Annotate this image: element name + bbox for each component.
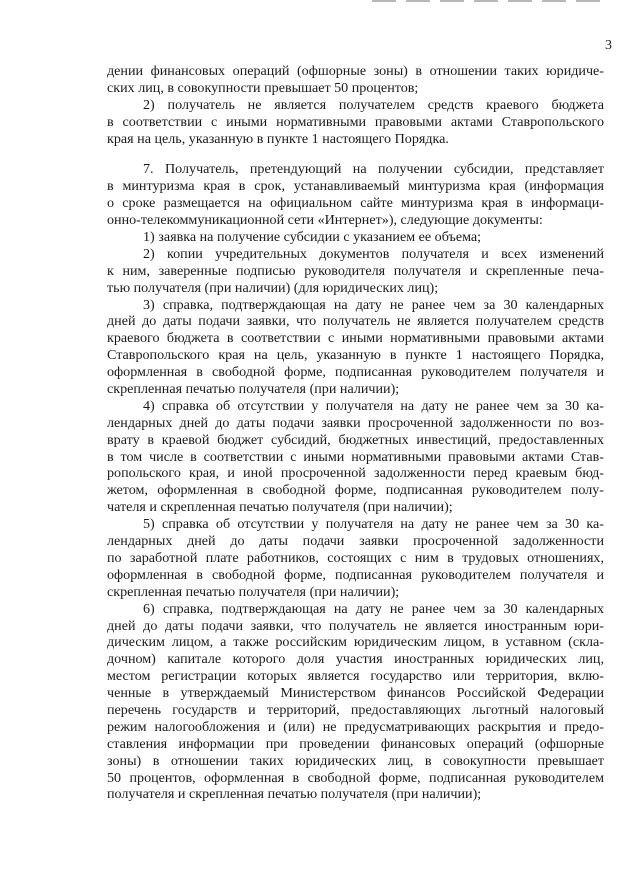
text-line: 3) справка, подтверждающая на дату не ранее чем за 30 календарных (143, 296, 604, 313)
text-line: 2) копии учредительных документов получателя и всех изменений (143, 245, 604, 262)
text-line: 5) справка об отсутствии у получателя на дату не ранее чем за 30 ка- (143, 516, 604, 533)
text-line: дней до даты подачи заявки, что получатель не является иностранным юри- (107, 617, 604, 634)
text-line: скрепленная печатью получателя (при наличии); (107, 381, 400, 398)
text-line: 2) получатель не является получателем средств краевого бюджета (143, 96, 604, 113)
text-line: по заработной плате работников, состоящих с ним в трудовых отношениях, (107, 549, 604, 566)
text-line: врату в краевой бюджет субсидий, бюджетных инвестиций, предоставленных (107, 431, 604, 448)
text-line: ропольского края, и иной просроченной задолженности перед краевым бюд- (107, 465, 604, 482)
top-scan-mark (372, 0, 608, 2)
text-line: оформленная в свободной форме, подписанная руководителем получателя и (107, 364, 604, 381)
text-line: тью получателя (при наличии) (для юридических лиц); (107, 279, 439, 296)
text-line: о сроке размещается на официальном сайте минтуризма края в информаци- (107, 195, 604, 212)
text-line: 6) справка, подтверждающая на дату не ранее чем за 30 календарных (143, 600, 604, 617)
paragraph-gap (107, 147, 604, 161)
text-line: местом регистрации которых является государство или территория, вклю- (107, 668, 604, 685)
text-line: к ним, заверенные подписью руководителя получателя и скрепленные печа- (107, 262, 604, 279)
text-line: краевого бюджета в соответствии с иными нормативными правовыми актами (107, 330, 604, 347)
text-line: дней до даты подачи заявки, что получатель не является получателем средств (107, 313, 604, 330)
text-line: чателя и скрепленная печатью получателя (при наличии); (107, 499, 453, 516)
text-line: жетом, оформленная в свободной форме, подписанная руководителем полу- (107, 482, 604, 499)
text-line: зоны) в отношении таких юридических лиц, в совокупности превышает (107, 752, 604, 769)
text-line: 7. Получатель, претендующий на получении субсидии, представляет (143, 161, 604, 178)
text-line: оформленная в свободной форме, подписанная руководителем получателя и (107, 566, 604, 583)
text-line: получателя и скрепленная печатью получателя (при наличии); (107, 786, 482, 803)
page-number: 3 (605, 38, 612, 53)
text-line: 1) заявка на получение субсидии с указанием ее объема; (143, 229, 482, 246)
text-line: ских лиц, в совокупности превышает 50 процентов; (107, 79, 419, 96)
text-line: в том числе в соответствии с иными нормативными правовыми актами Став- (107, 448, 604, 465)
text-line: 4) справка об отсутствии у получателя на дату не ранее чем за 30 ка- (143, 397, 604, 414)
text-line: в соответствии с иными нормативными правовыми актами Ставропольского (107, 113, 604, 130)
document-body (107, 63, 604, 803)
text-line: дении финансовых операций (офшорные зоны) в отношении таких юридиче- (107, 63, 604, 79)
text-line: скрепленная печатью получателя (при наличии); (107, 583, 400, 600)
text-line: онно-телекоммуникационной сети «Интернет»), следующие документы: (107, 212, 543, 229)
text-line: перечень государств и территорий, предоставляющих льготный налоговый (107, 701, 604, 718)
text-line: лендарных дней до даты подачи заявки просроченной задолженности (107, 533, 604, 550)
text-line: Ставропольского края на цель, указанную в пункте 1 настоящего Порядка, (107, 347, 604, 364)
text-line: ставления информации при проведении финансовых операций (офшорные (107, 735, 604, 752)
text-line: в минтуризма края в срок, устанавливаемый минтуризма края (информация (107, 178, 604, 195)
text-line: 50 процентов, оформленная в свободной форме, подписанная руководителем (107, 769, 604, 786)
text-line: края на цель, указанную в пункте 1 настоящего Порядка. (107, 130, 449, 147)
text-line: режим налогообложения и (или) не предусматривающих раскрытия и предо- (107, 718, 604, 735)
text-line: дочном) капитале которого доля участия иностранных юридических лиц, (107, 651, 604, 668)
text-line: лендарных дней до даты подачи заявки просроченной задолженности по воз- (107, 414, 604, 431)
text-line: дическим лицом, а также российским юридическим лицом, в уставном (скла- (107, 634, 604, 651)
text-line: ченные в утверждаемый Министерством финансов Российской Федерации (107, 685, 604, 702)
